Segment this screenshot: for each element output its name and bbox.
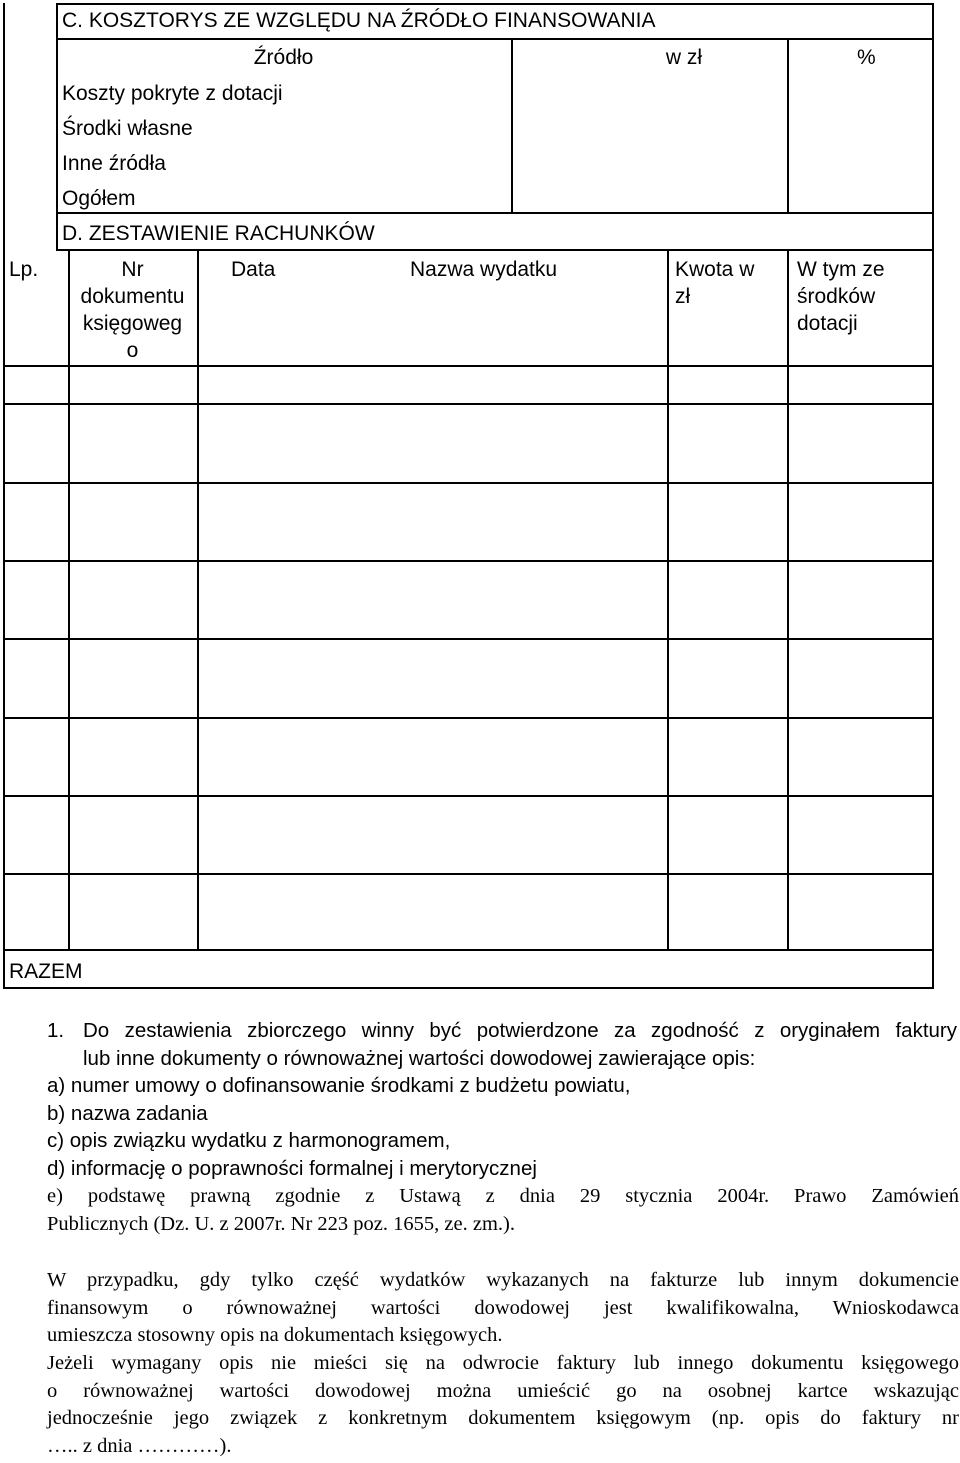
list-item: c) opis związku wydatku z harmonogramem,	[47, 1129, 451, 1152]
list-item: b) nazwa zadania	[47, 1101, 208, 1125]
grid-line	[3, 403, 934, 405]
grid-line	[56, 3, 934, 5]
column-header-lp: Lp.	[9, 258, 39, 281]
grid-line	[3, 365, 934, 367]
item-number: 1.	[47, 1019, 65, 1042]
header-line: księgoweg	[82, 312, 183, 335]
grid-line	[3, 873, 934, 875]
row-label-total: Ogółem	[62, 187, 136, 210]
header-line: Kwota w	[675, 258, 755, 281]
grid-line	[3, 949, 934, 951]
list-item-continuation: Publicznych (Dz. U. z 2007r. Nr 223 poz. 1655, ze. zm.).	[47, 1212, 515, 1235]
grid-line	[932, 3, 934, 989]
notes-list	[47, 1072, 959, 1182]
grid-line	[3, 987, 934, 989]
header-line: zł	[675, 285, 691, 308]
grid-line	[3, 638, 934, 640]
row-label-own-funds: Środki własne	[62, 117, 193, 140]
grid-line	[3, 717, 934, 719]
notes-item-1	[47, 1017, 957, 1072]
grid-line	[56, 212, 934, 214]
row-label-other-sources: Inne źródła	[62, 152, 166, 175]
column-header-percent: %	[857, 46, 876, 69]
paragraph-line: o równoważnej wartości dowodowej można umieścić go na osobnej kartce wskazując	[47, 1379, 959, 1402]
paragraph-line: jednocześnie jego związek z konkretnym dokumentem księgowym (np. opis do faktury nr	[47, 1407, 959, 1429]
section-d-title: D. ZESTAWIENIE RACHUNKÓW	[62, 222, 375, 245]
section-c-title: C. KOSZTORYS ZE WZGLĘDU NA ŹRÓDŁO FINANSOWANIA	[62, 9, 656, 32]
list-item: a) numer umowy o dofinansowanie środkami z budżetu powiatu,	[47, 1074, 631, 1097]
list-item: e) podstawę prawną zgodnie z Ustawą z dnia 29 stycznia 2004r. Prawo Zamówień	[47, 1185, 959, 1207]
row-label-grant: Koszty pokryte z dotacji	[62, 82, 283, 105]
grid-line	[3, 482, 934, 484]
grid-line	[56, 249, 934, 251]
column-header-expense-name: Nazwa wydatku	[410, 258, 558, 281]
grid-line	[3, 3, 5, 989]
header-line: dokumentu	[80, 285, 185, 308]
grid-line	[197, 249, 199, 949]
notes-line: lub inne dokumenty o równoważnej wartości dowodowej zawierające opis:	[83, 1046, 756, 1070]
grid-line	[56, 38, 934, 40]
paragraph-line: umieszcza stosowny opis na dokumentach księgowych.	[47, 1324, 503, 1346]
column-header-amount: w zł	[665, 46, 703, 69]
column-header-source: Źródło	[253, 46, 314, 69]
grid-line	[667, 249, 669, 949]
header-line: środków	[797, 285, 876, 308]
grid-line	[3, 795, 934, 797]
paragraph-line: Jeżeli wymagany opis nie mieści się na odwrocie faktury lub innego dokumentu księgowego	[47, 1352, 959, 1374]
header-line: Nr	[121, 258, 144, 281]
notes-line: Do zestawienia zbiorczego winny być potwierdzone za zgodność z oryginałem faktury	[83, 1019, 957, 1042]
header-line: dotacji	[797, 312, 858, 335]
header-line: W tym ze	[797, 258, 885, 281]
paragraph-line: W przypadku, gdy tylko część wydatków wykazanych na fakturze lub innym dokumencie	[47, 1269, 959, 1291]
notes-paragraph-1	[47, 1267, 959, 1350]
header-line: o	[126, 339, 139, 362]
paragraph-line: finansowym o równoważnej wartości dowodowej jest kwalifikowalna, Wnioskodawca	[47, 1296, 959, 1319]
grid-line	[3, 560, 934, 562]
list-item: d) informację o poprawności formalnej i merytorycznej	[47, 1156, 537, 1180]
paragraph-line: ….. z dnia …………).	[47, 1434, 232, 1457]
total-row-label: RAZEM	[9, 960, 83, 983]
notes-item-e	[47, 1183, 959, 1238]
column-header-date: Data	[231, 258, 276, 281]
grid-line	[787, 249, 789, 949]
notes-paragraph-2	[47, 1350, 959, 1460]
